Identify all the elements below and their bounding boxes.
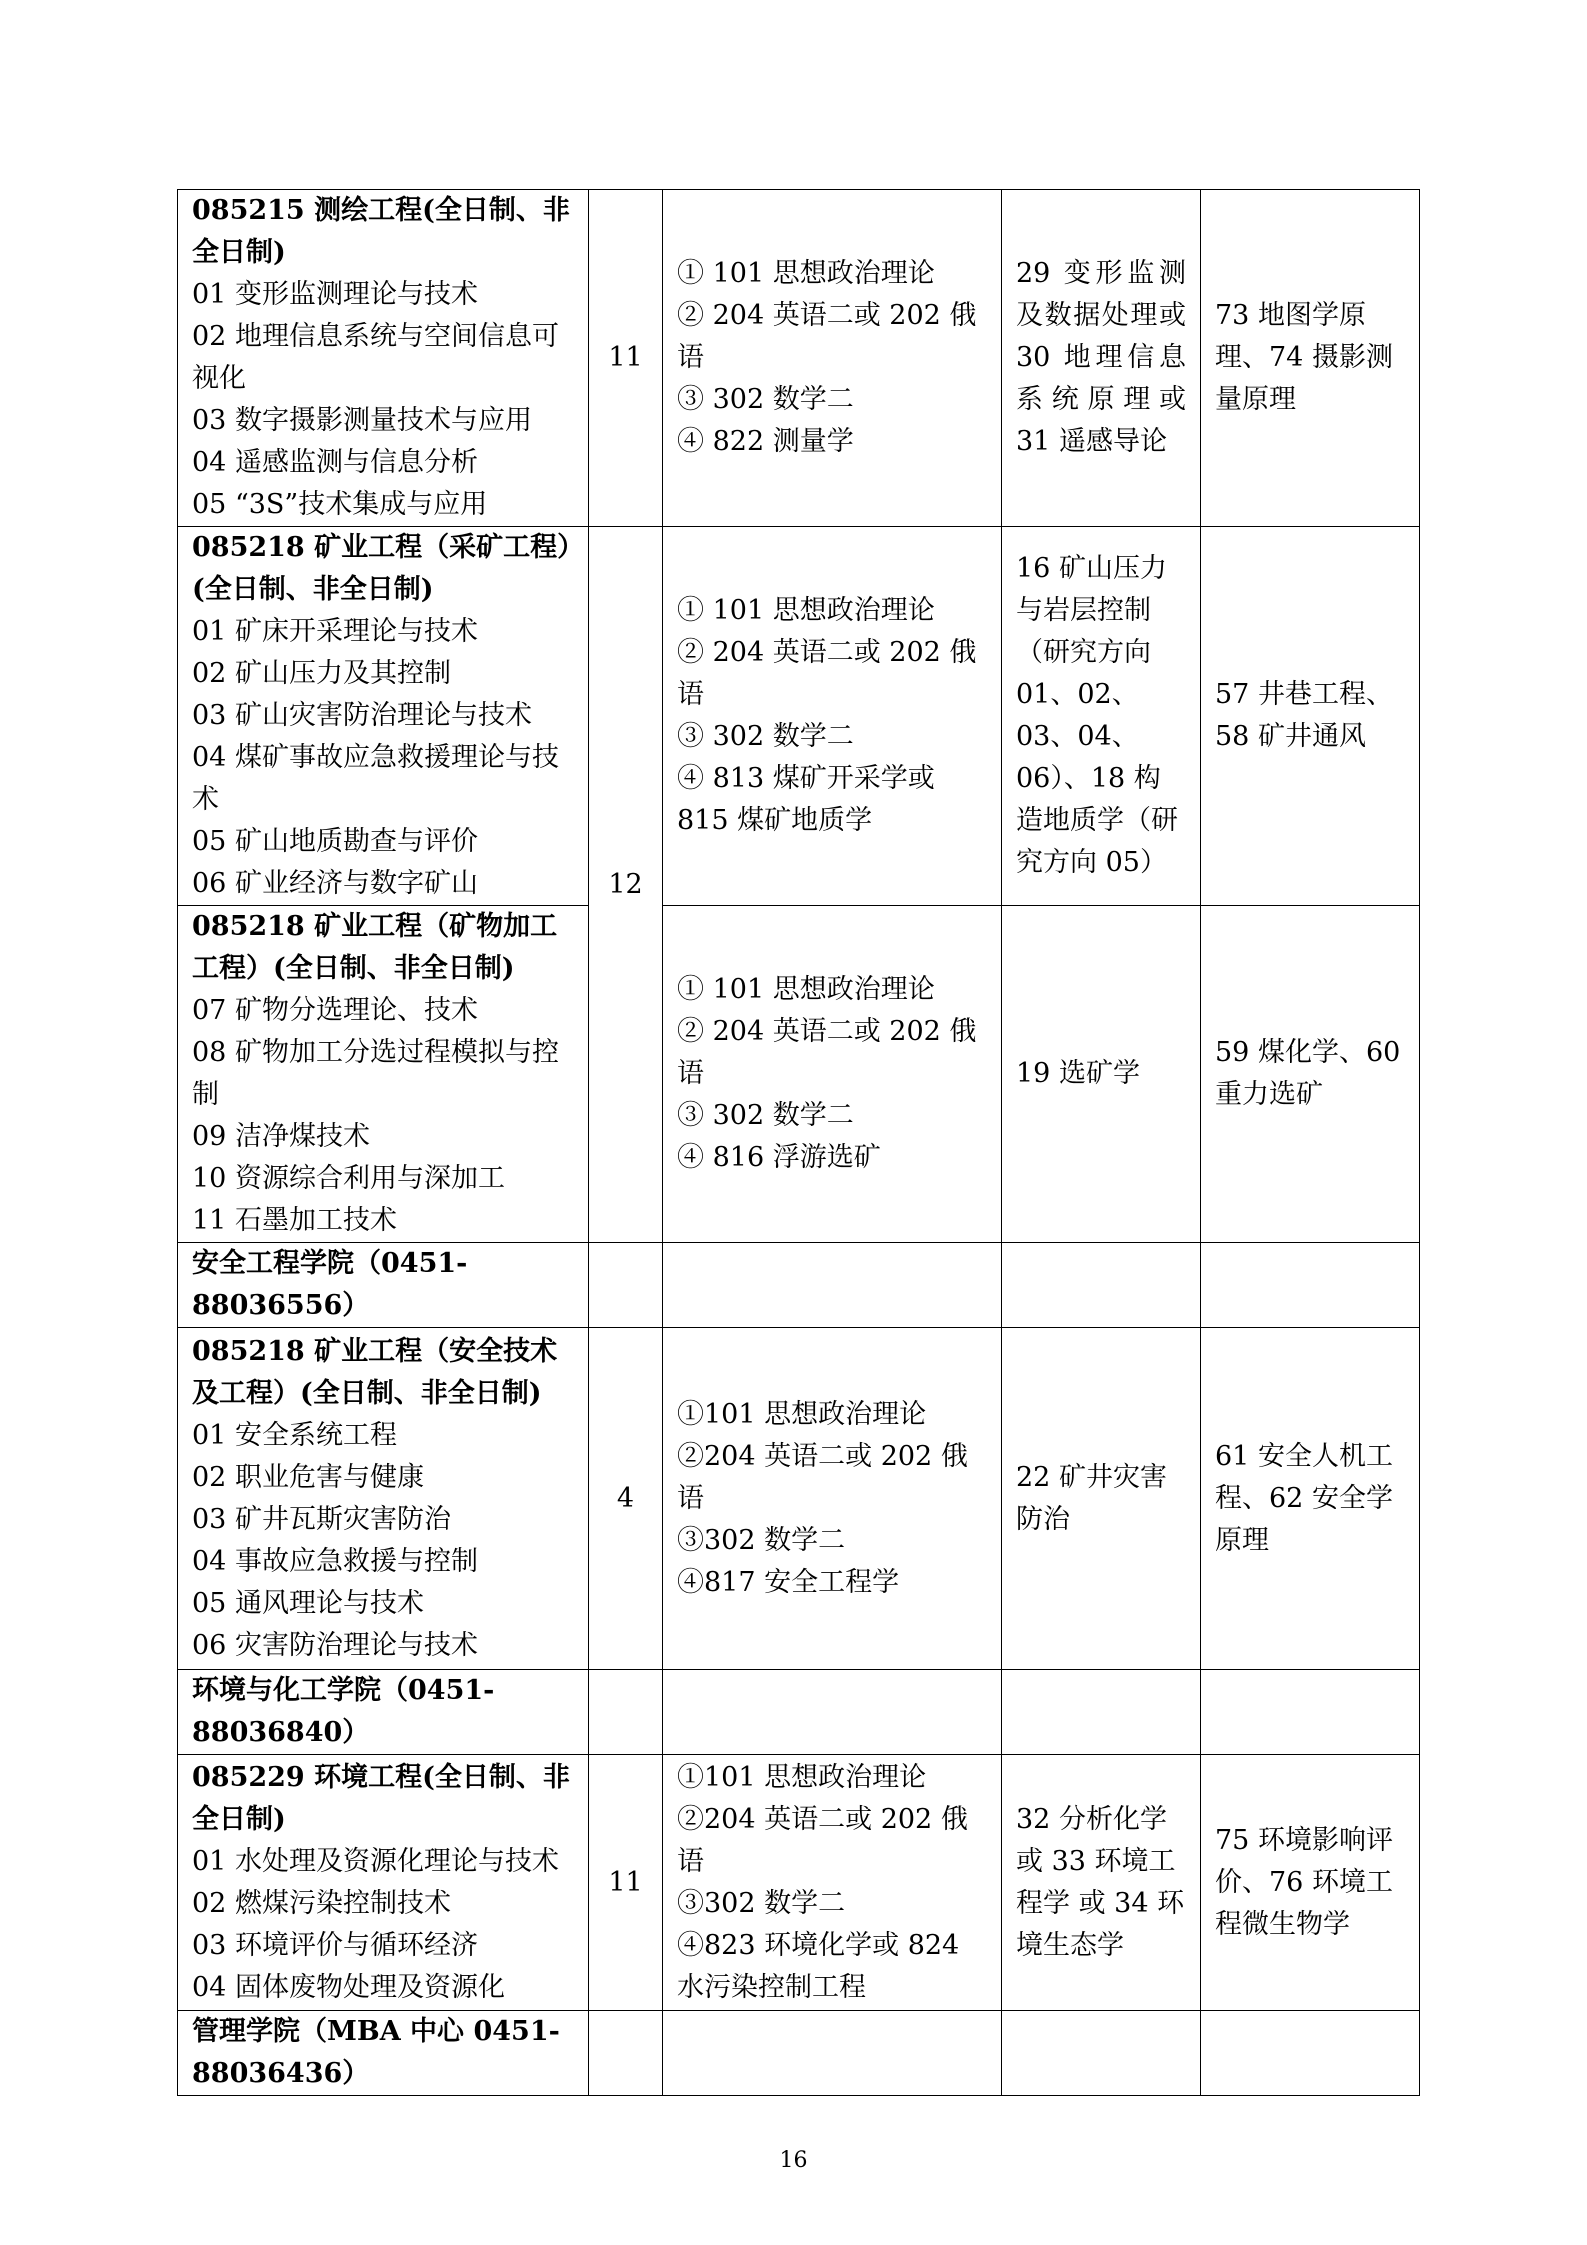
direction-item: 01 水处理及资源化理论与技术 bbox=[192, 1845, 559, 1877]
enrollment-count: 4 bbox=[589, 1328, 663, 1670]
table-row bbox=[178, 527, 1420, 906]
exam-item: ② 204 英语二或 202 俄语 bbox=[677, 1016, 977, 1089]
direction-item: 04 遥感监测与信息分析 bbox=[192, 447, 478, 478]
direction-item: 02 矿山压力及其控制 bbox=[192, 658, 451, 689]
additional-subject: 73 地图学原理、74 摄影测量原理 bbox=[1201, 190, 1420, 527]
empty-cell bbox=[589, 1243, 663, 1328]
exam-subjects bbox=[663, 1328, 1002, 1670]
empty-cell bbox=[589, 1670, 663, 1755]
empty-cell bbox=[1002, 1670, 1201, 1755]
exam-item: ②204 英语二或 202 俄语 bbox=[677, 1803, 968, 1877]
direction-item: 02 燃煤污染控制技术 bbox=[192, 1887, 451, 1919]
college-row bbox=[178, 1243, 1420, 1328]
empty-cell bbox=[1002, 2011, 1201, 2096]
retest-subject: 19 选矿学 bbox=[1002, 906, 1201, 1243]
admissions-table bbox=[177, 189, 1420, 2096]
exam-subjects bbox=[663, 527, 1002, 906]
exam-item: ① 101 思想政治理论 bbox=[677, 258, 935, 289]
direction-item: 06 灾害防治理论与技术 bbox=[192, 1629, 478, 1661]
college-row bbox=[178, 2011, 1420, 2096]
college-name: 管理学院（MBA 中心 0451-88036436） bbox=[178, 2011, 589, 2096]
program-title: 085215 测绘工程(全日制、非全日制) bbox=[192, 195, 570, 268]
exam-item: ③ 302 数学二 bbox=[677, 721, 854, 752]
empty-cell bbox=[1201, 1670, 1420, 1755]
direction-item: 04 固体废物处理及资源化 bbox=[192, 1971, 505, 2003]
direction-item: 02 地理信息系统与空间信息可视化 bbox=[192, 321, 559, 394]
additional-subject: 61 安全人机工程、62 安全学原理 bbox=[1201, 1328, 1420, 1670]
program-title: 085218 矿业工程（安全技术及工程）(全日制、非全日制) bbox=[192, 1335, 558, 1409]
enrollment-count: 11 bbox=[589, 190, 663, 527]
empty-cell bbox=[663, 1670, 1002, 1755]
program-title: 085218 矿业工程（采矿工程）(全日制、非全日制) bbox=[192, 532, 571, 605]
program-cell bbox=[178, 1755, 589, 2011]
empty-cell bbox=[589, 2011, 663, 2096]
direction-item: 09 洁净煤技术 bbox=[192, 1121, 370, 1152]
exam-item: ② 204 英语二或 202 俄语 bbox=[677, 637, 977, 710]
direction-item: 01 安全系统工程 bbox=[192, 1419, 397, 1451]
enrollment-count: 12 bbox=[589, 527, 663, 1243]
exam-item: ④ 822 测量学 bbox=[677, 426, 854, 457]
exam-item: ④ 816 浮游选矿 bbox=[677, 1142, 881, 1173]
direction-item: 11 石墨加工技术 bbox=[192, 1205, 397, 1236]
additional-subject: 75 环境影响评价、76 环境工程微生物学 bbox=[1201, 1755, 1420, 2011]
college-name: 环境与化工学院（0451-88036840） bbox=[178, 1670, 589, 1755]
direction-item: 03 矿井瓦斯灾害防治 bbox=[192, 1503, 451, 1535]
table-row bbox=[178, 190, 1420, 527]
empty-cell bbox=[1201, 2011, 1420, 2096]
direction-item: 10 资源综合利用与深加工 bbox=[192, 1163, 505, 1194]
college-name: 安全工程学院（0451-88036556） bbox=[178, 1243, 589, 1328]
direction-item: 06 矿业经济与数字矿山 bbox=[192, 868, 478, 899]
direction-item: 01 变形监测理论与技术 bbox=[192, 279, 478, 310]
exam-item: ①101 思想政治理论 bbox=[677, 1398, 927, 1430]
program-cell bbox=[178, 906, 589, 1243]
table-row bbox=[178, 1755, 1420, 2011]
direction-item: 04 事故应急救援与控制 bbox=[192, 1545, 478, 1577]
direction-item: 07 矿物分选理论、技术 bbox=[192, 995, 478, 1026]
direction-item: 03 环境评价与循环经济 bbox=[192, 1929, 478, 1961]
exam-item: ②204 英语二或 202 俄语 bbox=[677, 1440, 968, 1514]
direction-item: 02 职业危害与健康 bbox=[192, 1461, 424, 1493]
direction-item: 03 矿山灾害防治理论与技术 bbox=[192, 700, 532, 731]
direction-item: 08 矿物加工分选过程模拟与控制 bbox=[192, 1037, 559, 1110]
table-row bbox=[178, 1328, 1420, 1670]
table-row bbox=[178, 906, 1420, 1243]
program-title: 085229 环境工程(全日制、非全日制) bbox=[192, 1761, 570, 1835]
exam-item: ③302 数学二 bbox=[677, 1524, 846, 1556]
additional-subject: 59 煤化学、60 重力选矿 bbox=[1201, 906, 1420, 1243]
exam-item: ①101 思想政治理论 bbox=[677, 1761, 927, 1793]
retest-subject: 29 变形监测及数据处理或 30 地理信息系统原理或 31 遥感导论 bbox=[1002, 190, 1201, 527]
program-cell bbox=[178, 527, 589, 906]
exam-item: ④ 813 煤矿开采学或 815 煤矿地质学 bbox=[677, 763, 935, 836]
empty-cell bbox=[1201, 1243, 1420, 1328]
retest-subject: 32 分析化学或 33 环境工程学 或 34 环境生态学 bbox=[1002, 1755, 1201, 2011]
exam-item: ④823 环境化学或 824 水污染控制工程 bbox=[677, 1929, 960, 2003]
college-row bbox=[178, 1670, 1420, 1755]
enrollment-count: 11 bbox=[589, 1755, 663, 2011]
retest-subject: 22 矿井灾害防治 bbox=[1002, 1328, 1201, 1670]
exam-item: ③302 数学二 bbox=[677, 1887, 846, 1919]
retest-subject: 16 矿山压力与岩层控制（研究方向 01、02、03、04、06）、18 构造地质学（研究方向 05） bbox=[1002, 527, 1201, 906]
exam-subjects bbox=[663, 906, 1002, 1243]
exam-item: ② 204 英语二或 202 俄语 bbox=[677, 300, 977, 373]
page-number: 16 bbox=[779, 2148, 808, 2173]
additional-subject: 57 井巷工程、58 矿井通风 bbox=[1201, 527, 1420, 906]
exam-item: ① 101 思想政治理论 bbox=[677, 595, 935, 626]
direction-item: 05 矿山地质勘查与评价 bbox=[192, 826, 478, 857]
empty-cell bbox=[1002, 1243, 1201, 1328]
program-cell bbox=[178, 1328, 589, 1670]
direction-item: 05 通风理论与技术 bbox=[192, 1587, 424, 1619]
empty-cell bbox=[663, 2011, 1002, 2096]
direction-item: 04 煤矿事故应急救援理论与技术 bbox=[192, 742, 559, 815]
direction-item: 01 矿床开采理论与技术 bbox=[192, 616, 478, 647]
exam-item: ③ 302 数学二 bbox=[677, 1100, 854, 1131]
exam-subjects bbox=[663, 1755, 1002, 2011]
exam-item: ① 101 思想政治理论 bbox=[677, 974, 935, 1005]
exam-item: ④817 安全工程学 bbox=[677, 1566, 900, 1598]
empty-cell bbox=[663, 1243, 1002, 1328]
direction-item: 05 “3S”技术集成与应用 bbox=[192, 489, 488, 520]
direction-item: 03 数字摄影测量技术与应用 bbox=[192, 405, 532, 436]
program-cell bbox=[178, 190, 589, 527]
exam-subjects bbox=[663, 190, 1002, 527]
program-title: 085218 矿业工程（矿物加工工程）(全日制、非全日制) bbox=[192, 911, 558, 984]
exam-item: ③ 302 数学二 bbox=[677, 384, 854, 415]
